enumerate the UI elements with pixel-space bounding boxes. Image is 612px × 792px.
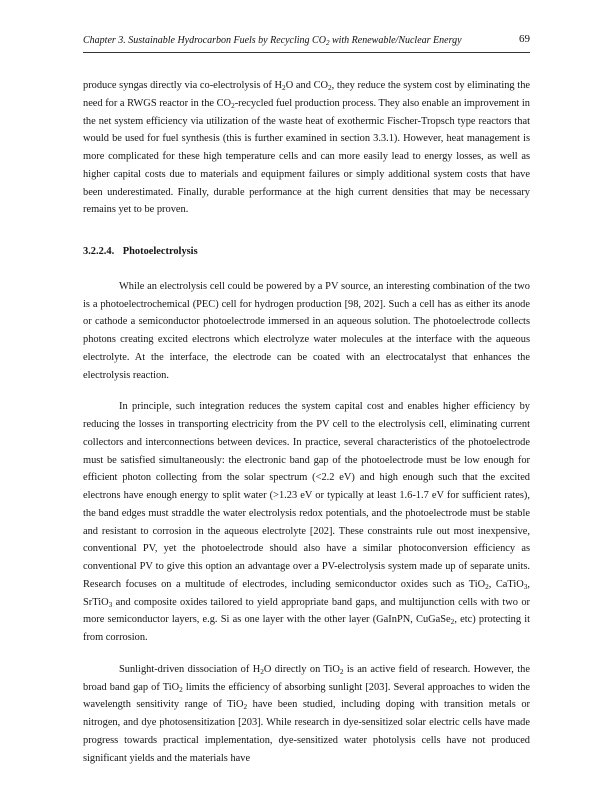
- section-heading: [83, 243, 530, 261]
- paragraph-3: In principle, such integration reduces the system capital cost and enables higher efficiency by reducing the losses in transporting electricity from the PV cell to the electrolysis cell, eliminating current collectors and interconnections between devices. In practice, several characteristics of the photoelectrode must be satisfied simultaneously: the electronic band gap of the photoelectrode must be low enough for efficient photon collecting from the solar spectrum (<2.2 eV) and high enough such that the excited electrons have enough energy to split water (>1.23 eV or typically at least 1.6-1.7 eV for sufficient rates), the band edges must straddle the water electrolysis redox potentials, and the photoelectrode must be stable and resistant to corrosion in the aqueous electrolyte [202]. These constraints rule out most inexpensive, conventional PV, yet the photoelectrode should also have a similar photoconversion efficiency as conventional PV to give this option an advantage over a PV-electrolysis system made up of separate units. Research focuses on a multitude of electrodes, including semiconductor oxides such as TiO$_2$, CaTiO$_3$, SrTiO$_3$ and composite oxides tailored to yield appropriate band gaps, and multijunction cells with two or more semiconductor layers, e.g. Si as one layer with the other layer (GaInPN, CuGaSe$_2$, etc) protecting it from corrosion.: [83, 401, 530, 643]
- paragraph-2: While an electrolysis cell could be powered by a PV source, an interesting combination of the two is a photoelectrochemical (PEC) cell for hydrogen production [98, 202]. Such a cell has as either its anode or cathode a semiconductor photoelectrode immersed in an aqueous solution. The photoelectrode collects photons creating excited electrons which electrolyze water molecules at the interface with the aqueous electrolyte. At the interface, the electrode can be coated with an electrocatalyst that enhances the electrolysis reaction.: [83, 280, 530, 381]
- paragraph-4: Sunlight-driven dissociation of $H_2O$ directly on TiO$_2$ is an active field of research. However, the broad band gap of TiO$_2$ limits the efficiency of absorbing sunlight [203]. Several approaches to widen the wavelength sensitivity range of TiO$_2$ have been studied, including doping with transition metals or nitrogen, and dye photosensitization [203]. While research in dye-sensitized solar electric cells have made progress towards practical implementation, dye-sensitized water photolysis cells have not produced significant yields and the materials have: [83, 663, 531, 764]
- page-body: [83, 77, 530, 767]
- page-number: 69: [519, 33, 530, 45]
- section-title: Photoelectrolysis: [122, 246, 198, 257]
- header-title-text: Chapter 3. Sustainable Hydrocarbon Fuels by Recycling $CO_2$ with Renewable/Nuclear Energy: [83, 35, 462, 47]
- running-header-title: [83, 35, 462, 46]
- section-number: 3.2.2.4.: [83, 246, 115, 257]
- header-rule: [83, 52, 530, 53]
- running-header: [83, 33, 530, 49]
- paragraph-1: produce syngas directly via co-electrolysis of $H_2O$ and $CO_2$, they reduce the system cost by eliminating the need for a RWGS reactor in the $CO_2$-recycled fuel production process. They also enable an improvement in the net system efficiency via utilization of the waste heat of exothermic Fischer-Tropsch type reactors that would be used for fuel synthesis (this is further examined in section 3.3.1). However, heat management is more complicated for these high temperature cells and can more easily lead to energy losses, as well as higher capital costs due to materials and equipment failures or simply additional system costs that have been underestimated. Finally, durable performance at the high current densities that may be necessary remains yet to be proven.: [83, 80, 530, 216]
